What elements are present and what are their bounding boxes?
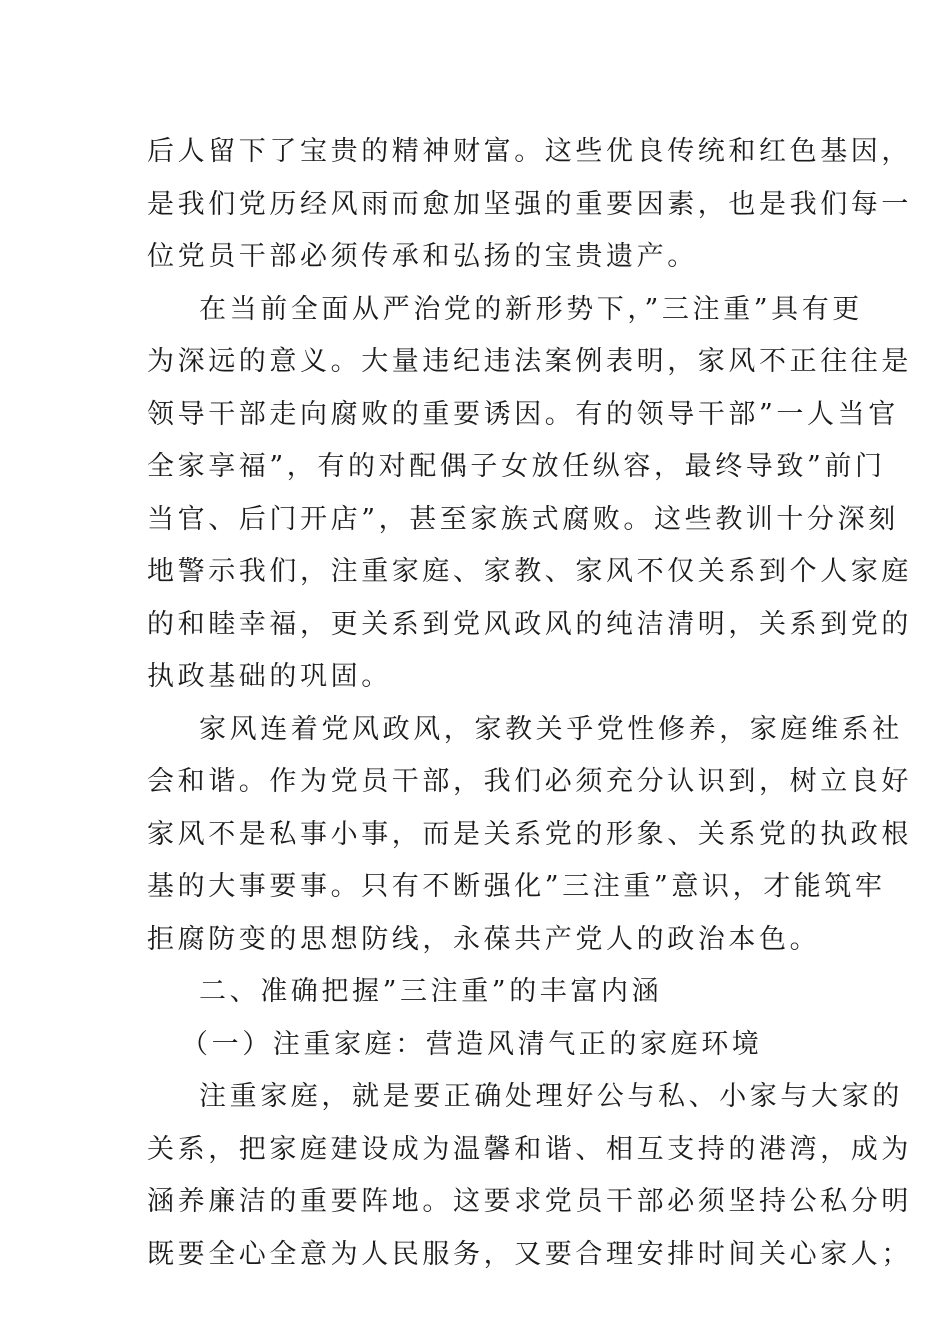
text-line: 注重家庭，就是要正确处理好公与私、小家与大家的 [199,1081,903,1112]
text-line: 执政基础的巩固。 [147,661,392,692]
text-line: 拒腐防变的思想防线，永葆共产党人的政治本色。 [147,923,821,955]
text-line: 是我们党历经风雨而愈加坚强的重要因素，也是我们每一 [147,188,912,220]
text-line: 领导干部走向腐败的重要诱因。有的领导干部”一人当官 [147,398,899,430]
text-line: 地警示我们，注重家庭、家教、家风不仅关系到个人家庭 [147,556,912,587]
document-body [147,126,912,1281]
text-line: 当官、后门开店”，甚至家族式腐败。这些教训十分深刻 [147,503,899,535]
text-line: 家风连着党风政风，家教关乎党性修养，家庭维系社 [199,713,903,745]
text-line: 后人留下了宝贵的精神财富。这些优良传统和红色基因， [147,136,912,167]
text-line: 基的大事要事。只有不断强化”三注重”意识，才能筑牢 [147,871,886,902]
text-line: 会和谐。作为党员干部，我们必须充分认识到，树立良好 [147,766,912,797]
section-heading: 二、准确把握”三注重”的丰富内涵 [199,976,663,1007]
text-line: 家风不是私事小事，而是关系党的形象、关系党的执政根 [147,818,912,850]
text-line: 的和睦幸福，更关系到党风政风的纯洁清明，关系到党的 [147,608,912,640]
text-line: 既要全心全意为人民服务，又要合理安排时间关心家人； [147,1238,912,1270]
text-line: 位党员干部必须传承和弘扬的宝贵遗产。 [147,241,698,272]
text-line: 在当前全面从严治党的新形势下，”三注重”具有更 [199,293,863,325]
text-line: 全家享福”，有的对配偶子女放任纵容，最终导致”前门 [147,451,886,482]
text-line: 为深远的意义。大量违纪违法案例表明，家风不正往往是 [147,346,912,377]
text-line: 关系，把家庭建设成为温馨和谐、相互支持的港湾，成为 [147,1133,912,1165]
text-line: 涵养廉洁的重要阵地。这要求党员干部必须坚持公私分明 [147,1186,912,1217]
subsection-heading: （一）注重家庭：营造风清气正的家庭环境 [181,1028,763,1060]
